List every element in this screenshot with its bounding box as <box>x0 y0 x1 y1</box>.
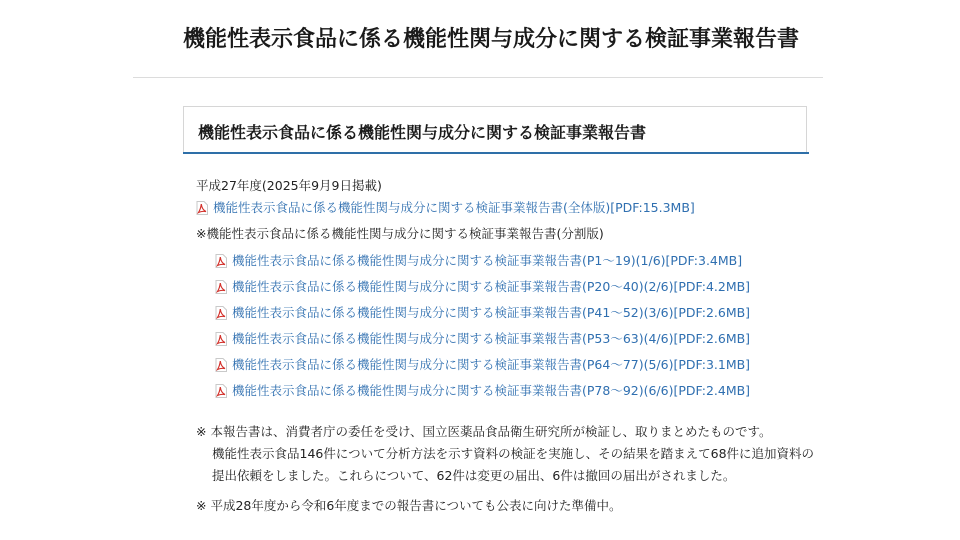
full-report-link[interactable] <box>196 201 695 215</box>
split-version-note: ※機能性表示食品に係る機能性関与成分に関する検証事業報告書(分割版) <box>196 226 604 241</box>
full-report-link-text: 機能性表示食品に係る機能性関与成分に関する検証事業報告書(全体版)[PDF:15.3MB] <box>213 199 695 215</box>
split-report-link-text: 機能性表示食品に係る機能性関与成分に関する検証事業報告書(P78～92)(6/6)[PDF:2.4MB] <box>232 382 751 398</box>
section-underline <box>183 152 809 154</box>
pdf-icon <box>215 358 227 372</box>
split-report-link-text: 機能性表示食品に係る機能性関与成分に関する検証事業報告書(P41～52)(3/6)[PDF:2.6MB] <box>232 304 751 320</box>
split-report-link-text: 機能性表示食品に係る機能性関与成分に関する検証事業報告書(P53～63)(4/6)[PDF:2.6MB] <box>232 330 751 346</box>
remark-2: ※ 平成28年度から令和6年度までの報告書についても公表に向けた準備中。 <box>196 498 622 513</box>
split-report-link-text: 機能性表示食品に係る機能性関与成分に関する検証事業報告書(P20～40)(2/6)[PDF:4.2MB] <box>232 278 751 294</box>
fiscal-year-label: 平成27年度(2025年9月9日掲載) <box>196 178 382 193</box>
pdf-icon <box>215 280 227 294</box>
section-header <box>183 106 807 152</box>
split-report-link[interactable] <box>215 332 750 346</box>
split-report-link[interactable] <box>215 384 750 398</box>
pdf-icon <box>196 201 208 215</box>
split-report-link-text: 機能性表示食品に係る機能性関与成分に関する検証事業報告書(P1～19)(1/6)[PDF:3.4MB] <box>232 252 743 268</box>
split-report-link[interactable] <box>215 358 750 372</box>
remark-1-line-2: 機能性表示食品146件について分析方法を示す資料の検証を実施し、その結果を踏まえて68件に追加資料の <box>212 446 815 461</box>
remark-1-line-3: 提出依頼をしました。これらについて、62件は変更の届出、6件は撤回の届出がされました。 <box>212 468 736 483</box>
remark-1-line-1: ※ 本報告書は、消費者庁の委任を受け、国立医薬品食品衛生研究所が検証し、取りまとめたものです。 <box>196 424 772 439</box>
split-report-link[interactable] <box>215 280 750 294</box>
title-divider <box>133 77 823 78</box>
split-report-link-text: 機能性表示食品に係る機能性関与成分に関する検証事業報告書(P64～77)(5/6)[PDF:3.1MB] <box>232 356 751 372</box>
section-heading: 機能性表示食品に係る機能性関与成分に関する検証事業報告書 <box>198 123 647 142</box>
pdf-icon <box>215 332 227 346</box>
pdf-icon <box>215 306 227 320</box>
split-report-link[interactable] <box>215 306 750 320</box>
pdf-icon <box>215 384 227 398</box>
split-report-link[interactable] <box>215 254 742 268</box>
page-title: 機能性表示食品に係る機能性関与成分に関する検証事業報告書 <box>183 27 800 52</box>
pdf-icon <box>215 254 227 268</box>
